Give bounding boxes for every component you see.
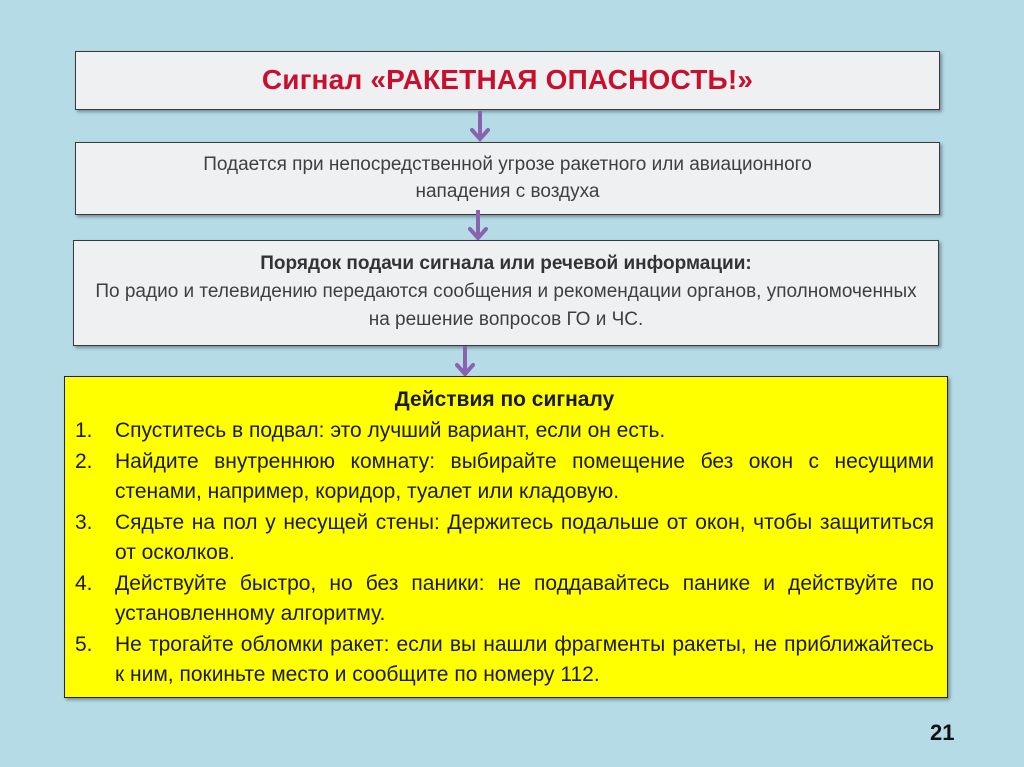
arrow-down-icon	[468, 209, 488, 241]
signal-order-box	[73, 240, 939, 346]
item-number: 1.	[75, 419, 93, 442]
arrow-down-icon	[455, 345, 475, 377]
item-text: Спуститесь в подвал: это лучший вариант, если он есть.	[115, 419, 666, 442]
actions-list	[75, 416, 934, 690]
item-text: Сядьте на пол у несущей стены: Держитесь подальше от окон, чтобы защититься от осколков.	[115, 511, 934, 564]
list-item	[75, 508, 934, 568]
actions-heading: Действия по сигналу	[394, 388, 615, 411]
condition-line-2: нападения с воздуха	[415, 181, 600, 202]
item-text: Найдите внутреннюю комнату: выбирайте помещение без окон с несущими стенами, например, коридор, туалет или кладовую.	[115, 450, 934, 503]
item-number: 5.	[75, 633, 93, 656]
signal-condition-box	[75, 142, 940, 215]
arrow-down-icon	[470, 110, 490, 142]
actions-box	[64, 376, 948, 698]
item-number: 4.	[75, 572, 93, 595]
list-item	[75, 416, 934, 446]
list-item	[75, 630, 934, 690]
list-item	[75, 569, 934, 629]
item-text: Не трогайте обломки ракет: если вы нашли фрагменты ракеты, не приближайтесь к ним, покиньте место и сообщите по номеру 112.	[115, 633, 934, 686]
title-box	[75, 51, 940, 110]
item-number: 3.	[75, 511, 93, 534]
list-item	[75, 447, 934, 507]
order-text: По радио и телевидению передаются сообщения и рекомендации органов, уполномоченных на решение вопросов ГО и ЧС.	[95, 281, 917, 330]
order-heading: Порядок подачи сигнала или речевой информации:	[260, 253, 752, 274]
page-number: 21	[930, 720, 955, 745]
slide-title: Сигнал «РАКЕТНАЯ ОПАСНОСТЬ!»	[261, 64, 754, 95]
item-text: Действуйте быстро, но без паники: не поддавайтесь панике и действуйте по установленному алгоритму.	[115, 572, 934, 625]
condition-line-1: Подается при непосредственной угрозе ракетного или авиационного	[203, 154, 812, 175]
item-number: 2.	[75, 450, 93, 473]
